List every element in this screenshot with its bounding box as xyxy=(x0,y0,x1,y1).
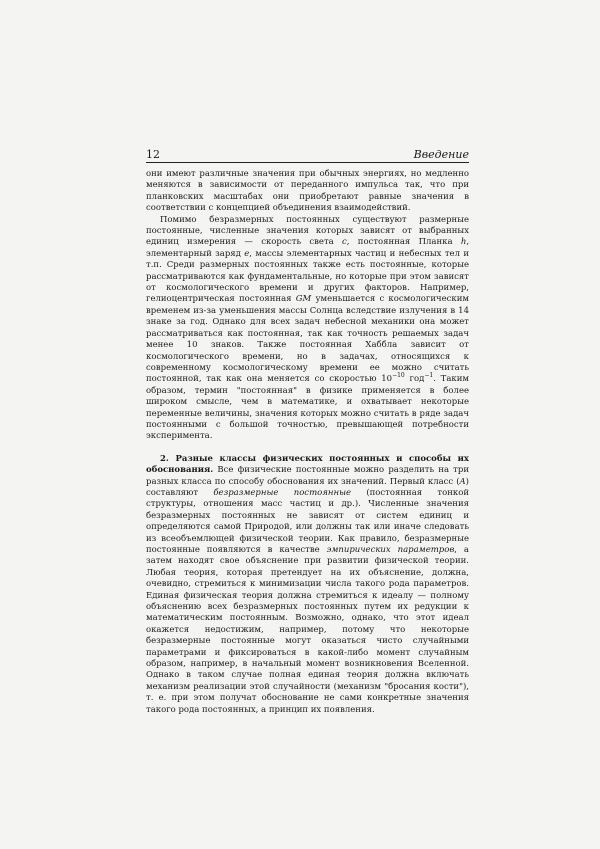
paragraph-2: Помимо безразмерных постоянных существуют размерные постоянные, численные значения которых зависят от выбранных единиц измерения — скорость света c, постоянная Планка h, элементарный заряд e, массы элементарных частиц и небесных тел и т.п. Среди размерных постоянных также есть постоянные, которые рассматриваются как фундаментальные, но которые при этом зависят от космологического времени и других факторов. Например, гелиоцентрическая постоянная GM уменьшается с космологическим временем из-за уменьшения массы Солнца вследствие излучения в 14 знаке за год. Однако для всех задач небесной механики она может рассматриваться как постоянная, так как точность решаемых задач менее 10 знаков. Также постоянная Хаббла зависит от космологического времени, но в задачах, относящихся к современному космологическому времени ее можно считать постоянной, так как она меняется со скоростью $10^{-10}$ год$^{-1}$. Таким образом, термин "постоянная" в физике применяется в более широком смысле, чем в математике, и охватывает некоторые переменные величины, значения которых можно считать в ряде задач постоянными с большой точностью, превышающей потребности эксперимента. xyxy=(146,214,470,442)
running-header xyxy=(146,148,469,163)
book-page xyxy=(146,148,469,716)
page-number: 12 xyxy=(146,148,160,161)
section-2-paragraph: 2. Разные классы физических постоянных и способы их обоснования. Все физические постоянные можно разделить на три разных класса по способу обоснования их значений. Первый класс (A) составляют безразмерные постоянные (постоянная тонкой структуры, отношения масс частиц и др.). Численные значения безразмерных постоянных не зависят от систем единиц и определяются самой Природой, или должны так или иначе следовать из всеобъемлющей физической теории. Как правило, безразмерные постоянные появляются в качестве эмпирических параметров, а затем находят свое объяснение при развитии физической теории. Любая теория, которая претендует на их объяснение, должна, очевидно, стремиться к минимизации числа такого рода параметров. Единая физическая теория должна стремиться к идеалу — полному объяснению всех безразмерных постоянных путем их редукции к математическим постоянным. Возможно, однако, что этот идеал окажется недостижим, например, потому что некоторые безразмерные постоянные могут оказаться чисто случайными параметрами и фиксироваться в какой-либо момент случайным образом, например, в начальный момент возникновения Вселенной. Однако в таком случае полная единая теория должна включать механизм реализации этой случайности (механизм "бросания кости"), т. е. при этом получат обоснование не сами конкретные значения такого рода постоянных, а принцип их появления. xyxy=(146,453,469,715)
paragraph-1: они имеют различные значения при обычных энергиях, но медленно меняются в зависимости от переданного импульса так, что при планковских масштабах они приобретают равные значения в соответствии с концепцией объединения взаимодействий. xyxy=(146,169,469,214)
page-body xyxy=(146,169,469,716)
running-title: Введение xyxy=(413,148,469,161)
section-2-heading: 2. Разные классы физических постоянных и способы их обоснования. xyxy=(146,453,469,476)
